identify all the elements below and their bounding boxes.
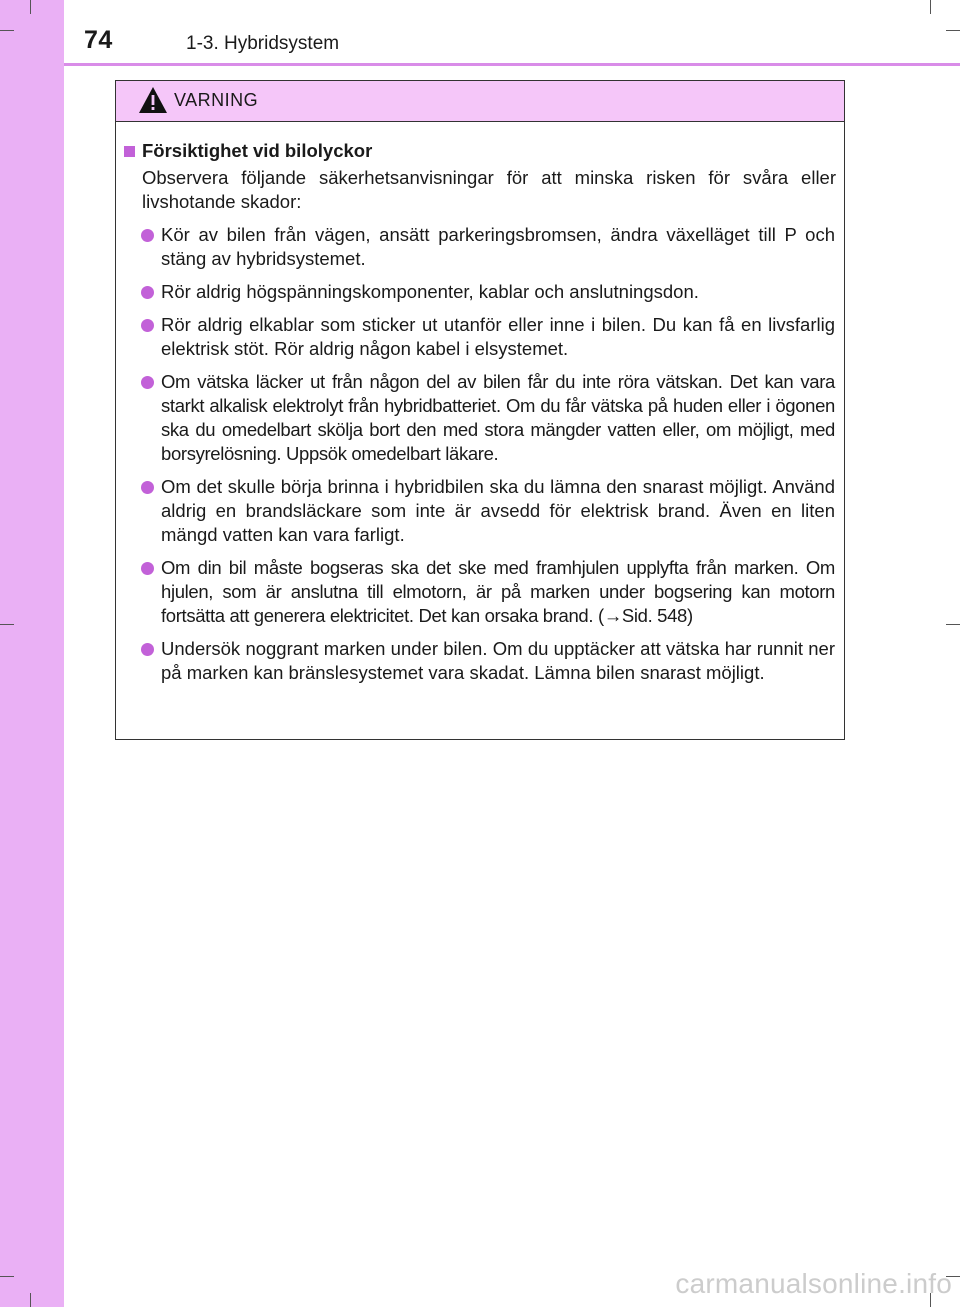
round-bullet-icon	[141, 643, 154, 656]
list-item-text: Om det skulle börja brinna i hybridbilen ska du lämna den snarast möjligt. Använd aldrig en brandsläckare som inte är avsedd för elektrisk brand. Även en liten mängd vatten kan vara farligt.	[161, 476, 835, 545]
section-heading	[124, 140, 836, 162]
list-item	[124, 223, 836, 271]
list-item-text: Om vätska läcker ut från någon del av bilen får du inte röra vätskan. Det kan vara starkt alkalisk elektrolyt från hybridbatteriet. Om du får vätska på huden eller i ögonen ska du omedelbart skölja bort den med stora mängder vatten eller, om möjligt, med borsyrelösning. Uppsök omedelbart läkare.	[161, 371, 835, 464]
crop-mark	[0, 624, 14, 625]
round-bullet-icon	[141, 562, 154, 575]
crop-mark	[946, 624, 960, 625]
list-item-text: Rör aldrig elkablar som sticker ut utanför eller inne i bilen. Du kan få en livsfarlig elektrisk stöt. Rör aldrig någon kabel i elsystemet.	[161, 314, 835, 359]
list-item-text: Kör av bilen från vägen, ansätt parkeringsbromsen, ändra växelläget till P och stäng av hybridsystemet.	[161, 224, 835, 269]
round-bullet-icon	[141, 481, 154, 494]
round-bullet-icon	[141, 376, 154, 389]
round-bullet-icon	[141, 286, 154, 299]
round-bullet-icon	[141, 319, 154, 332]
warning-body	[116, 122, 844, 685]
warning-box	[115, 80, 845, 740]
list-item	[124, 280, 836, 304]
warning-header	[116, 81, 844, 122]
side-color-strip	[0, 0, 64, 1307]
section-heading-text: Försiktighet vid bilolyckor	[142, 140, 373, 161]
warning-label: VARNING	[174, 90, 259, 110]
page-number: 74	[84, 26, 113, 54]
header-divider	[64, 63, 960, 66]
list-item-text: Undersök noggrant marken under bilen. Om du upptäcker att vätska har runnit ner på marken kan bränslesystemet vara skadat. Lämna bilen snarast möjligt.	[161, 638, 835, 683]
list-item-text: Rör aldrig högspänningskomponenter, kablar och anslutningsdon.	[161, 281, 699, 302]
crop-mark	[30, 0, 31, 14]
watermark: carmanualsonline.info	[675, 1268, 952, 1299]
crop-mark	[0, 1276, 14, 1277]
section-title: 1-3. Hybridsystem	[186, 33, 340, 54]
list-item	[124, 370, 836, 466]
intro-text: Observera följande säkerhetsanvisningar för att minska risken för svåra eller livshotande skador:	[142, 167, 836, 212]
crop-mark	[0, 30, 14, 31]
list-item	[124, 313, 836, 361]
warning-list	[124, 223, 836, 685]
list-item-text: Om din bil måste bogseras ska det ske med framhjulen upplyfta från marken. Om hjulen, som är anslutna till elmotorn, är på marken under bogsering kan motorn fortsätta att generera elektricitet. Det kan orsaka brand. (→Sid. 548)	[161, 557, 835, 626]
list-item	[124, 637, 836, 685]
crop-mark	[30, 1293, 31, 1307]
round-bullet-icon	[141, 229, 154, 242]
list-item	[124, 475, 836, 547]
square-bullet-icon	[124, 146, 135, 157]
warning-triangle-icon	[138, 86, 168, 114]
list-item	[124, 556, 836, 628]
